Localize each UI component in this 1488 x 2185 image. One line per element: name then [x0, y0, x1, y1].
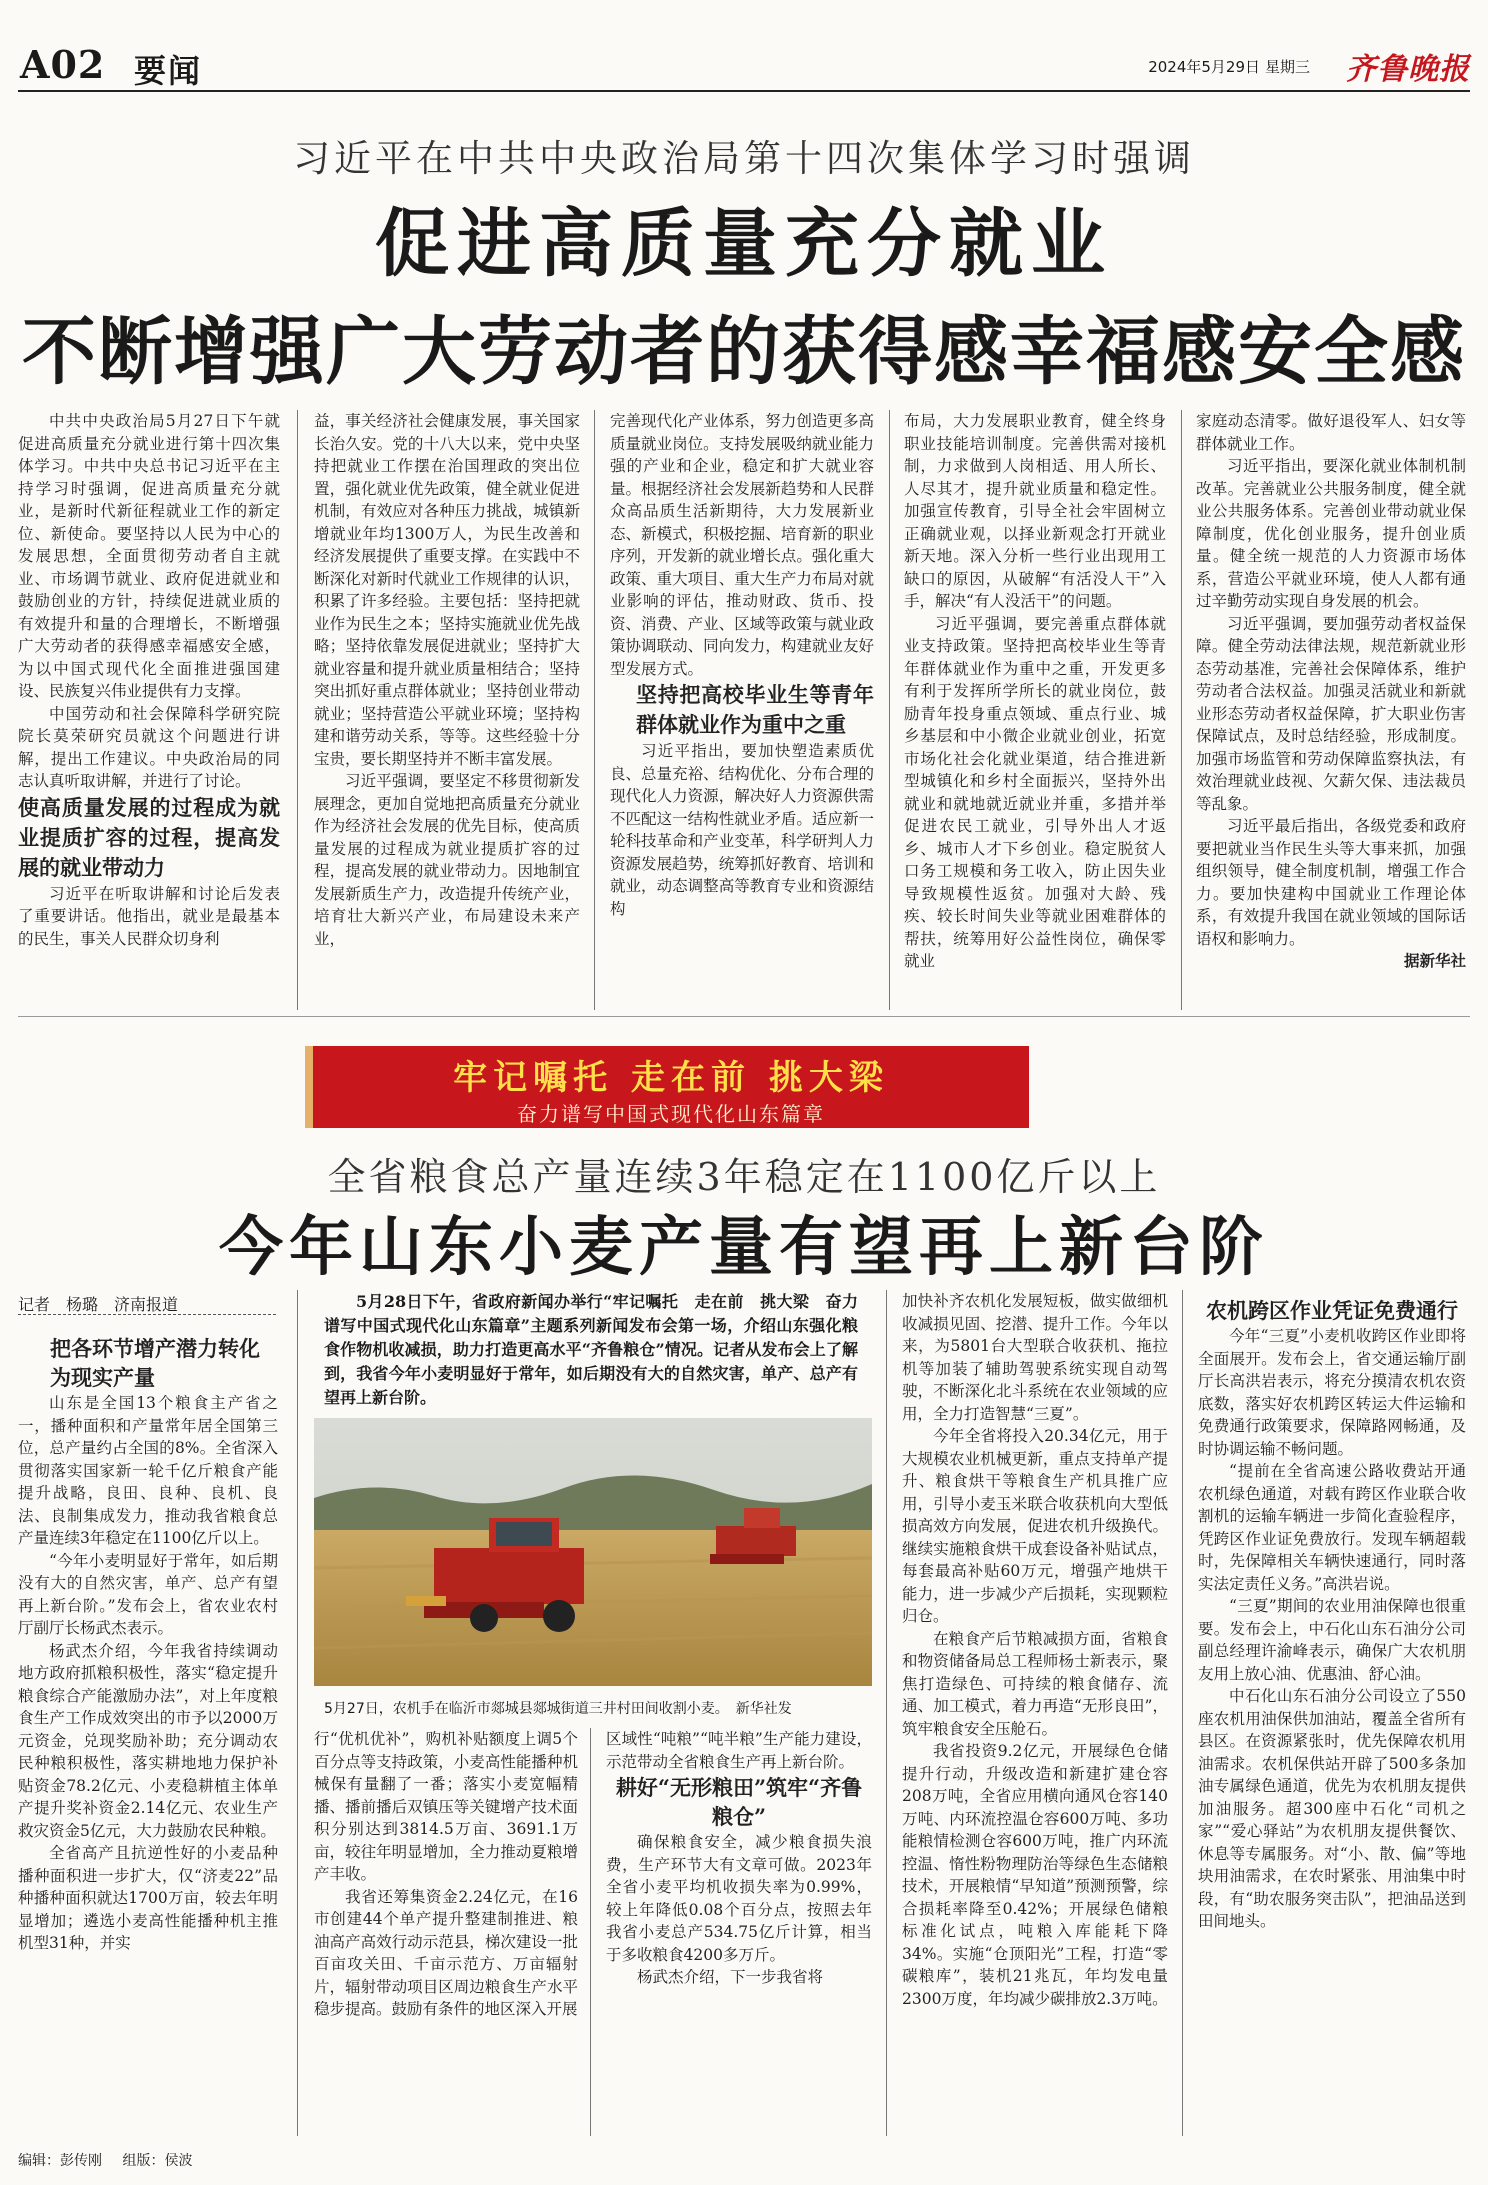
paragraph: 习近平指出，要加快塑造素质优良、总量充裕、结构优化、分布合理的现代化人力资源，解决好人力资源供需不匹配这一结构性就业矛盾。适应新一轮科技革命和产业变革，科学研判人力资源发展趋势，统筹抓好教育、培训和就业，动态调整高等教育专业和资源结构: [610, 742, 874, 918]
paragraph: 区域性“吨粮”“吨半粮”生产能力建设，示范带动全省粮食生产再上新台阶。: [606, 1730, 872, 1771]
page-footer: [18, 2150, 208, 2170]
page-header: [18, 34, 1470, 92]
lead-kicker: 习近平在中共中央政治局第十四次集体学习时强调: [293, 137, 1195, 180]
issue-date: 2024年5月29日: [1148, 58, 1260, 76]
paragraph: 完善现代化产业体系，努力创造更多高质量就业岗位。支持发展吸纳就业能力强的产业和企业，稳定和扩大就业容量。根据经济社会发展新趋势和人民群众高品质生活新期待，大力发展新业态、新模式，积极挖掘、培育新的职业序列，开发新的就业增长点。强化重大政策、重大项目、重大生产力布局对就业影响的评估，推动财政、货币、投资、消费、产业、区域等政策与就业政策协调联动、同向发力，构建就业友好型发展方式。: [610, 412, 874, 678]
paragraph: 中国劳动和社会保障科学研究院院长莫荣研究员就这个问题进行讲解，提出工作建议。中央政治局的同志认真听取讲解，并进行了讨论。: [18, 704, 280, 790]
paragraph: 今年“三夏”小麦机收跨区作业即将全面展开。发布会上，省交通运输厅副厅长高洪岩表示，将充分摸清农机农资底数，落实好农机跨区转运大件运输和免费通行政策要求，保障路网畅通，及时协调运输不畅问题。: [1198, 1327, 1466, 1458]
lead-headline-line1: 促进高质量充分就业: [375, 201, 1113, 287]
harvest-photo: [314, 1418, 872, 1686]
column-divider: [886, 1290, 887, 2136]
paragraph: 山东是全国13个粮食主产省之一，播种面积和产量常年居全国第三位，总产量约占全国的8%。全省深入贯彻落实国家新一轮千亿斤粮食产能提升战略，良田、良种、良机、良法、良制集成发力，推动我省粮食总产量连续3年稳定在1100亿斤以上。: [18, 1394, 278, 1547]
story2-column-4: [902, 1290, 1168, 2136]
paragraph: 布局，大力发展职业教育，健全终身职业技能培训制度。完善供需对接机制，力求做到人岗相适、用人所长、人尽其才，提升就业质量和稳定性。加强宣传教育，引导全社会牢固树立正确就业观，以择业新观念打开就业新天地。深入分析一些行业出现用工缺口的原因，从破解“有活没人干”入手，解决“有人没活干”的问题。: [904, 412, 1166, 610]
story2-column-2: [314, 1728, 578, 2134]
column-divider: [590, 1728, 591, 2136]
story2-intro: [324, 1290, 858, 1410]
paragraph: 家庭动态清零。做好退役军人、妇女等群体就业工作。: [1196, 412, 1466, 453]
story2-byline: 记者 杨璐 济南报道: [18, 1295, 179, 1314]
paragraph: 习近平强调，要坚定不移贯彻新发展理念，更加自觉地把高质量充分就业作为经济社会发展的优先目标，使高质量发展的过程成为就业提质扩容的过程，提高发展的就业带动力。因地制宜发展新质生产力，改造提升传统产业，培育壮大新兴产业，布局建设未来产业，: [314, 772, 580, 948]
lead-column-2: [314, 410, 580, 1010]
paragraph: 我省投资9.2亿元，开展绿色仓储提升行动，升级改造和新建扩建仓容208万吨，全省应用横向通风仓容140万吨、内环流控温仓容600万吨、多功能粮情检测仓容600万吨，推广内环流控温、惰性粉物理防治等绿色生态储粮技术，开展粮情“早知道”预测预警，综合损耗率降至0.42%；开展绿色储粮标准化试点，吨粮入库能耗下降34%。实施“仓顶阳光”工程，打造“零碳粮库”，装机21兆瓦，年均发电量2300万度，年均减少碳排放2.3万吨。: [902, 1742, 1168, 2008]
sidebar-box: [1198, 1296, 1466, 2136]
lead-column-1: [18, 410, 280, 1010]
story2-kicker: 全省粮食总产量连续3年稳定在1100亿斤以上: [327, 1155, 1161, 1199]
story2-column-3: [606, 1728, 872, 2134]
column-divider: [297, 410, 298, 1010]
lead-column-3: [610, 410, 874, 1010]
paragraph: 确保粮食安全，减少粮食损失浪费，生产环节大有文章可做。2023年全省小麦平均机收损失率为0.99%，较上年降低0.08个百分点，按照去年我省小麦总产534.75亿斤计算，相当于多收粮食4200多万斤。: [606, 1833, 872, 1964]
masthead-logo: 齐鲁晚报: [1346, 52, 1470, 87]
subheadline: 使高质量发展的过程成为就业提质扩容的过程，提高发展的就业带动力: [18, 794, 280, 880]
lead-headline-line2: 不断增强广大劳动者的获得感幸福感安全感: [22, 309, 1466, 395]
issue-weekday: 星期三: [1264, 58, 1310, 76]
page-code: A02: [20, 42, 106, 87]
paragraph: 习近平强调，要完善重点群体就业支持政策。坚持把高校毕业生等青年群体就业作为重中之重，开发更多有利于发挥所学所长的就业岗位，鼓励青年投身重点领域、重点行业、城乡基层和中小微企业就业创业，拓宽市场化社会化就业渠道，结合推进新型城镇化和乡村全面振兴，坚持外出就业和就地就近就业并重，多措并举促进农民工就业，引导外出人才返乡、城市人才下乡创业。稳定脱贫人口务工规模和务工收入，防止因失业导致规模性返贫。加强对大龄、残疾、较长时间失业等就业困难群体的帮扶，统筹用好公益性岗位，确保零就业: [904, 614, 1166, 970]
lead-column-5: [1196, 410, 1466, 1010]
sidebar-title: 农机跨区作业凭证免费通行: [1206, 1298, 1458, 1323]
banner-slogan: 牢记嘱托 走在前 挑大梁: [453, 1058, 889, 1098]
paragraph: 行“优机优补”，购机补贴额度上调5个百分点等支持政策，小麦高性能播种机械保有量翻了一番；落实小麦宽幅精播、播前播后双镇压等关键增产技术面积分别达到3814.5万亩、3691.1万亩，较往年明显增加，全力推动夏粮增产丰收。: [314, 1730, 578, 1883]
paragraph: 中共中央政治局5月27日下午就促进高质量充分就业进行第十四次集体学习。中共中央总书记习近平在主持学习时强调，促进高质量充分就业，是新时代新征程就业工作的新定位、新使命。要坚持以人民为中心的发展思想，全面贯彻劳动者自主就业、市场调节就业、政府促进就业和鼓励创业的方针，持续促进就业质的有效提升和量的合理增长，不断增强广大劳动者的获得感幸福感安全感，为以中国式现代化全面推进强国建设、民族复兴伟业提供有力支撑。: [18, 412, 280, 700]
story2-headline: 今年山东小麦产量有望再上新台阶: [219, 1210, 1269, 1285]
column-divider: [1182, 1290, 1183, 2136]
paragraph: 益，事关经济社会健康发展，事关国家长治久安。党的十八大以来，党中央坚持把就业工作摆在治国理政的突出位置，强化就业优先政策，健全就业促进机制，有效应对各种压力挑战，城镇新增就业年均1300万人，为民生改善和经济发展提供了重要支撑。在实践中不断深化对新时代就业工作规律的认识，积累了许多经验。主要包括：坚持把就业作为民生之本；坚持实施就业优先战略；坚持依靠发展促进就业；坚持扩大就业容量和提升就业质量相结合；坚持突出抓好重点群体就业；坚持创业带动就业；坚持营造公平就业环境；坚持构建和谐劳动关系，等等。这些经验十分宝贵，要长期坚持并不断丰富发展。: [314, 412, 580, 768]
paragraph: 杨武杰介绍，今年我省持续调动地方政府抓粮积极性，落实“稳定提升粮食综合产能激励办法”，对上年度粮食生产工作成效突出的市予以2000万元资金，兑现奖励补助；充分调动农民种粮积极性，落实耕地地力保护补贴资金78.2亿元、小麦稳耕植主体单产提升奖补资金2.14亿元、农业生产救灾资金5亿元，大力鼓励农民种粮。: [18, 1641, 278, 1840]
paragraph: “三夏”期间的农业用油保障也很重要。发布会上，中石化山东石油分公司副总经理许渝峰表示，确保广大农机朋友用上放心油、优惠油、舒心油。: [1198, 1597, 1466, 1683]
campaign-banner: [313, 1046, 1029, 1128]
designer-credit: 组版：侯波: [122, 2153, 193, 2169]
banner-subtitle: 奋力谱写中国式现代化山东篇章: [517, 1102, 825, 1126]
paragraph: 今年全省将投入20.34亿元，用于大规模农业机械更新，重点支持单产提升、粮食烘干等粮食生产机具推广应用，引导小麦玉米联合收获机向大型低损高效方向发展，促进农机升级换代。继续实施粮食烘干成套设备补贴试点，每套最高补贴60万元，增强产地烘干能力，进一步减少产后损耗，实现颗粒归仓。: [902, 1427, 1168, 1625]
paragraph: “提前在全省高速公路收费站开通农机绿色通道，对载有跨区作业联合收割机的运输车辆进一步简化查验程序，凭跨区作业证免费放行。发现车辆超载时，先保障相关车辆快速通行，同时落实法定责任义务。”高洪岩说。: [1198, 1462, 1466, 1593]
story2-column-1: [18, 1334, 278, 2134]
paragraph: 我省还筹集资金2.24亿元，在16市创建44个单产提升整建制推进、粮油高产高效行动示范县，梯次建设一批百亩攻关田、千亩示范方、万亩辐射片，辐射带动项目区周边粮食生产水平稳步提高。鼓励有条件的地区深入开展: [314, 1887, 578, 2018]
lead-column-4: [904, 410, 1166, 1010]
paragraph: 习近平指出，要深化就业体制机制改革。完善就业公共服务制度，健全就业公共服务体系。完善创业带动就业保障制度，优化创业服务，提升创业质量。健全统一规范的人力资源市场体系，营造公平就业环境，使人人都有通过辛勤劳动实现自身发展的机会。: [1196, 457, 1466, 610]
column-divider: [889, 410, 890, 1010]
column-divider: [297, 1290, 298, 2136]
subheadline: 坚持把高校毕业生等青年群体就业作为重中之重: [636, 682, 874, 737]
byline-rule: [18, 1314, 276, 1315]
news-source: 据新华社: [1403, 951, 1466, 970]
intro-paragraph: 5月28日下午，省政府新闻办举行“牢记嘱托 走在前 挑大梁 奋力谱写中国式现代化山东篇章”主题系列新闻发布会第一场，介绍山东强化粮食作物机收减损，助力打造更高水平“齐鲁粮仓”情况。记者从发布会上了解到，我省今年小麦明显好于常年，如后期没有大的自然灾害，单产、总产有望再上新台阶。: [324, 1292, 858, 1407]
column-divider: [1181, 410, 1182, 1010]
photo-caption: 5月27日，农机手在临沂市郯城县郯城街道三井村田间收割小麦。 新华社发: [324, 1701, 792, 1717]
paragraph: 习近平在听取讲解和讨论后发表了重要讲话。他指出，就业是最基本的民生，事关人民群众切身利: [18, 884, 280, 948]
paragraph: 全省高产且抗逆性好的小麦品种播种面积进一步扩大，仅“济麦22”品种播种面积就达1700万亩，较去年明显增加；遴选小麦高性能播种机主推机型31种，并实: [18, 1844, 278, 1952]
paragraph: 习近平最后指出，各级党委和政府要把就业当作民生头等大事来抓，加强组织领导，健全制度机制，增强工作合力。要加快建构中国就业工作理论体系，有效提升我国在就业领域的国际话语权和影响力。: [1196, 817, 1466, 948]
paragraph: “今年小麦明显好于常年，如后期没有大的自然灾害，单产、总产有望再上新台阶。”发布会上，省农业农村厅副厅长杨武杰表示。: [18, 1551, 278, 1637]
paragraph: 习近平强调，要加强劳动者权益保障。健全劳动法律法规，规范新就业形态劳动基准，完善社会保障体系，维护劳动者合法权益。加强灵活就业和新就业形态劳动者权益保障，扩大职业伤害保障试点，及时总结经验，形成制度。加强市场监管和劳动保障监察执法，有效治理就业歧视、欠薪欠保、违法裁员等乱象。: [1196, 614, 1466, 813]
column-divider: [594, 410, 595, 1010]
section-name: 要闻: [134, 52, 203, 90]
section-divider: [18, 1016, 1470, 1017]
paragraph: 在粮食产后节粮减损方面，省粮食和物资储备局总工程师杨士新表示，聚焦打造绿色、可持续的粮食储存、流通、加工模式，着力再造“无形良田”，筑牢粮食安全压舱石。: [902, 1629, 1168, 1738]
editor-credit: 编辑：彭传刚: [18, 2153, 102, 2169]
subheadline: 把各环节增产潜力转化为现实产量: [50, 1336, 260, 1390]
paragraph: 中石化山东石油分公司设立了550座农机用油保供加油站，覆盖全省所有县区。在资源紧张时，优先保障农机用油需求。农机保供站开辟了500多条加油专属绿色通道，优先为农机朋友提供加油服务。超300座中石化“司机之家”“爱心驿站”为农机朋友提供餐饮、休息等专属服务。对“小、散、偏”等地块用油需求，在农时紧张、用油集中时段，有“助农服务突击队”，把油品送到田间地头。: [1198, 1687, 1466, 1930]
paragraph: 杨武杰介绍，下一步我省将: [637, 1968, 824, 1986]
paragraph: 加快补齐农机化发展短板，做实做细机收减损见固、挖潜、提升工作。今年以来，为5801台大型联合收获机、拖拉机等加装了辅助驾驶系统实现自动驾驶，不断深化北斗系统在农业领域的应用，全力打造智慧“三夏”。: [902, 1292, 1168, 1423]
wheat-harvest-image: [314, 1418, 872, 1686]
subheadline: 耕好“无形粮田”筑牢“齐鲁粮仓”: [615, 1775, 863, 1829]
